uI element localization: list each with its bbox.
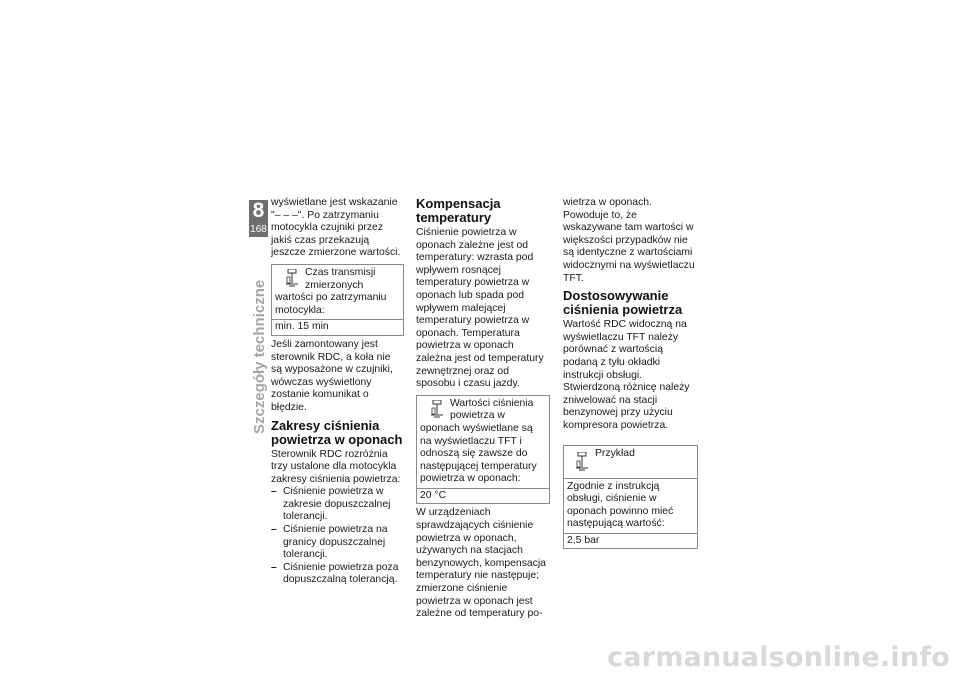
section-title-container (244, 244, 268, 434)
chapter-number: 8 (252, 199, 265, 222)
paragraph: Ciśnienie powietrza w oponach zależne jest od temperatury: wzrasta pod wpływem rosnącej temperatury powietrza w oponach lub spada pod wpływem malejącej temperatury powietrza w oponach. Temperatura powietrza w oponach zależna jest od temperatury zewnętrznej oraz od sposobu i czasu jazdy. (416, 227, 544, 390)
spec-note-box (416, 395, 550, 505)
paragraph: Wartość RDC widoczną na wyświetlaczu TFT należy porównać z wartością podaną z tyłu okładki instrukcji obsługi. Stwierdzoną różnicę należy zniwelować na stacji benzynowej przy użyciu kompresora powietrza. (563, 319, 690, 431)
example-label: Przykład (595, 447, 635, 459)
pressure-range-list (271, 486, 404, 587)
list-item: – Ciśnienie powietrza poza dopuszczalną tolerancją. (271, 562, 404, 587)
paragraph: Jeśli zamontowany jest sterownik RDC, a koła nie są wyposażone w czujniki, wówczas wyświetlony zostanie komunikat o błędzie. (271, 338, 393, 413)
paragraph: Sterownik RDC rozróżnia trzy ustalone dla motocykla zakresy ciśnienia powietrza: (271, 448, 401, 485)
note-value: 20 °C (420, 489, 447, 501)
note-text: Wartości ciśnienia powietrza w oponach wyświetlane są na wyświetlaczu TFT i odnoszą się zawsze do następującej temperatury powietrza w oponach: (420, 397, 537, 485)
tire-pressure-gauge-icon (575, 452, 589, 472)
tire-pressure-gauge-icon (285, 269, 299, 287)
section-heading: Dostosowywanie ciśnienia powietrza (563, 288, 683, 318)
paragraph: W urządzeniach sprawdzających ciśnienie powietrza w oponach, używanych na stacjach benzynowych, kompensacja temperatury nie następuje; zmierzone ciśnienie powietrza w oponach jest zależne od temperatury po- (416, 507, 546, 620)
example-note-box (563, 445, 698, 550)
column-3 (563, 197, 698, 552)
list-item: – Ciśnienie powietrza w zakresie dopuszczalnej tolerancji. (271, 486, 404, 524)
spec-note-box (271, 264, 404, 336)
section-heading: Kompensacja temperatury (416, 196, 501, 225)
list-item: – Ciśnienie powietrza na granicy dopuszczalnej tolerancji. (271, 524, 404, 562)
column-1 (271, 197, 404, 587)
section-title: Szczegóły techniczne (251, 279, 268, 434)
column-2 (416, 197, 550, 621)
note-text: Czas transmisji zmierzonych wartości po zatrzymaniu motocykla: (275, 266, 387, 316)
watermark: carmanualsonline.info (607, 642, 950, 673)
note-value: 2,5 bar (567, 534, 600, 546)
tire-pressure-gauge-icon (430, 400, 444, 418)
page-number: 168 (250, 224, 267, 235)
note-value: min. 15 min (275, 321, 329, 333)
paragraph: wietrza w oponach. Powoduje to, że wskazywane tam wartości w większości przypadków nie są identyczne z wartościami widocznymi na wyświetlaczu TFT. (563, 197, 695, 284)
paragraph: wyświetlane jest wskazanie "– – –". Po zatrzymaniu motocykla czujniki przez jakiś czas przekazują jeszcze zmierzone wartości. (271, 197, 401, 259)
note-text: Zgodnie z instrukcją obsługi, ciśnienie w oponach powinno mieć następującą wartość: (564, 479, 697, 534)
section-heading: Zakresy ciśnienia powietrza w oponach (271, 417, 403, 447)
